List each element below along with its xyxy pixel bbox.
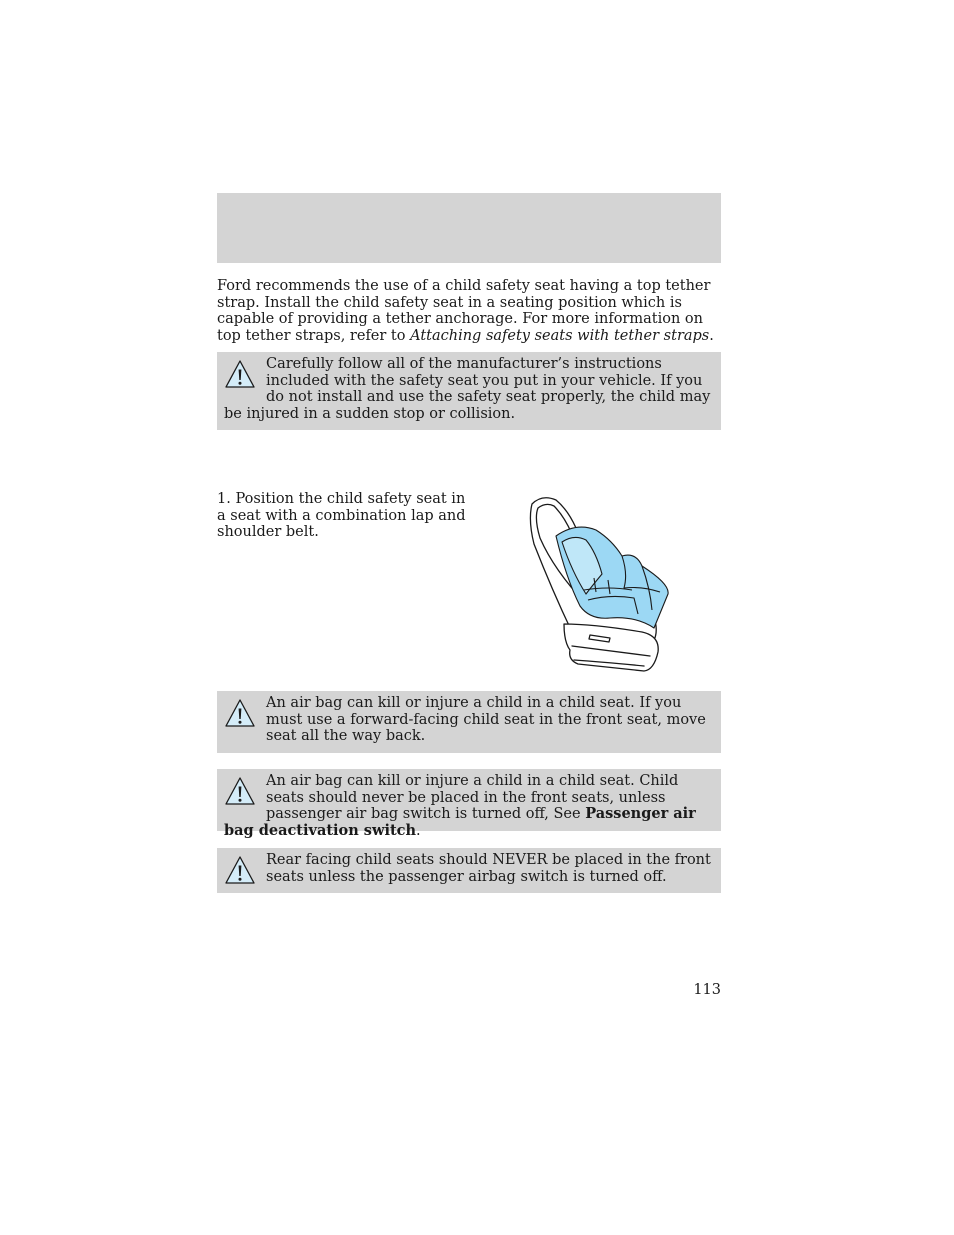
child-seat-illustration [524, 494, 672, 674]
page-number: 113 [693, 982, 721, 998]
warning-box-3 [217, 769, 721, 839]
warning-text [224, 773, 714, 839]
warning-text-main: An air bag can kill or injure a child in a child seat. Child seats should never be placed in the front seats, unless passenger air bag switch is turned off, See [266, 773, 679, 822]
intro-end: . [709, 327, 714, 344]
warning-box-4 [217, 848, 721, 893]
warning-box-2 [217, 691, 721, 753]
warning-triangle-icon [224, 358, 256, 390]
warning-triangle-icon [224, 854, 256, 886]
warning-text-end: . [416, 822, 421, 839]
intro-paragraph [217, 278, 721, 344]
step-1-text: 1. Position the child safety seat in a seat with a combination lap and shoulder belt. [217, 491, 466, 540]
warning-box-1 [217, 352, 721, 430]
warning-text: Rear facing child seats should NEVER be placed in the front seats unless the passenger airbag switch is turned off. [266, 852, 711, 885]
section-header-bar [217, 193, 721, 263]
warning-triangle-icon [224, 697, 256, 729]
intro-text: Ford recommends the use of a child safety seat having a top tether strap. Install the child safety seat in a seating position which is capable of providing a tether anchorage. For more information on top tether straps, refer to [217, 278, 711, 344]
warning-text: Carefully follow all of the manufacturer’s instructions included with the safety seat you put in your vehicle. If you do not install and use the safety seat properly, the child may be injured in a sudden stop or collision. [224, 356, 711, 422]
warning-triangle-icon [224, 775, 256, 807]
intro-reference: Attaching safety seats with tether straps [410, 327, 710, 344]
warning-reference: Passenger air bag deactivation switch [224, 805, 696, 839]
warning-text: An air bag can kill or injure a child in a child seat. If you must use a forward-facing child seat in the front seat, move seat all the way back. [266, 695, 706, 744]
